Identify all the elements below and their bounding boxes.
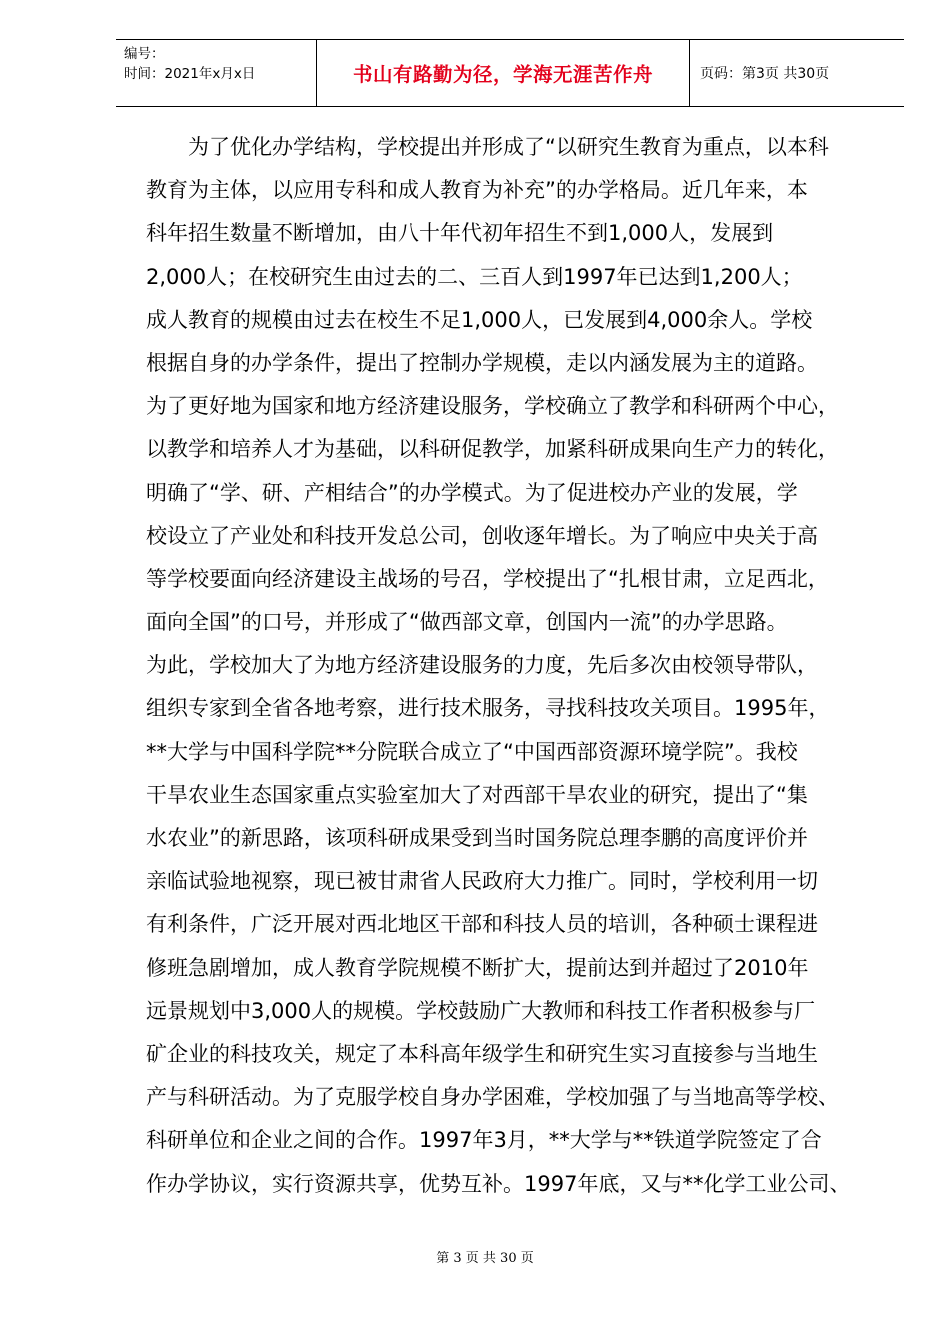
text-line: 远景规划中3,000人的规模。学校鼓励广大教师和科技工作者积极参与厂	[146, 998, 816, 1023]
text-line: 成人教育的规模由过去在校生不足1,000人，已发展到4,000余人。学校	[146, 307, 813, 332]
text-line: 2,000人；在校研究生由过去的二、三百人到1997年已达到1,200人；	[146, 264, 803, 289]
text-line: 校设立了产业处和科技开发总公司，创收逐年增长。为了响应中央关于高	[146, 523, 818, 548]
text-line: 科研单位和企业之间的合作。1997年3月，**大学与**铁道学院签定了合	[146, 1128, 822, 1153]
text-line: 干旱农业生态国家重点实验室加大了对西部干旱农业的研究，提出了“集	[146, 782, 808, 807]
text-line: 亲临试验地视察，现已被甘肃省人民政府大力推广。同时，学校利用一切	[146, 869, 818, 894]
document-number-label: 编号：	[124, 46, 165, 62]
text-line: 等学校要面向经济建设主战场的号召，学校提出了“扎根甘肃，立足西北，	[146, 566, 829, 591]
text-line: 为了更好地为国家和地方经济建设服务，学校确立了教学和科研两个中心，	[146, 394, 839, 419]
document-time-label: 时间：2021年x月x日	[124, 66, 256, 82]
text-line: 水农业”的新思路，该项科研成果受到当时国务院总理李鹏的高度评价并	[146, 826, 808, 850]
text-line: 根据自身的办学条件，提出了控制办学规模，走以内涵发展为主的道路。	[146, 350, 818, 375]
footer-page-number: 第 3 页 共 30 页	[436, 1251, 534, 1266]
text-line: 作办学协议，实行资源共享，优势互补。1997年底，又与**化学工业公司、	[146, 1171, 851, 1196]
header-motto-cell	[316, 40, 690, 106]
text-line: 以教学和培养人才为基础，以科研促教学，加紧科研成果向生产力的转化，	[146, 437, 839, 462]
text-line: 明确了“学、研、产相结合”的办学模式。为了促进校办产业的发展，学	[146, 480, 798, 505]
header-motto: 书山有路勤为径，学海无涯苦作舟	[352, 63, 653, 86]
header-page-cell	[690, 40, 904, 106]
header-page-info: 页码：第3页 共30页	[700, 66, 830, 82]
text-line: 面向全国”的口号，并形成了“做西部文章，创国内一流”的办学思路。	[146, 610, 788, 635]
page-footer	[0, 1247, 950, 1266]
body-paragraph	[146, 126, 890, 1206]
text-line: 教育为主体，以应用专科和成人教育为补充”的办学格局。近几年来，本	[146, 178, 808, 203]
text-line: 组织专家到全省各地考察，进行技术服务，寻找科技攻关项目。1995年，	[146, 696, 830, 721]
text-line: **大学与中国科学院**分院联合成立了“中国西部资源环境学院”。我校	[146, 739, 798, 764]
text-line: 为此，学校加大了为地方经济建设服务的力度，先后多次由校领导带队，	[146, 653, 818, 678]
text-line: 有利条件，广泛开展对西北地区干部和科技人员的培训，各种硕士课程进	[146, 912, 818, 937]
header-meta-cell	[116, 40, 316, 106]
document-header	[116, 39, 904, 107]
text-line: 矿企业的科技攻关，规定了本科高年级学生和研究生实习直接参与当地生	[146, 1041, 818, 1066]
text-line: 为了优化办学结构，学校提出并形成了“以研究生教育为重点，以本科	[146, 135, 829, 159]
text-line: 产与科研活动。为了克服学校自身办学困难，学校加强了与当地高等学校、	[146, 1085, 839, 1110]
text-line: 修班急剧增加，成人教育学院规模不断扩大，提前达到并超过了2010年	[146, 955, 809, 980]
text-line: 科年招生数量不断增加，由八十年代初年招生不到1,000人，发展到	[146, 221, 774, 246]
